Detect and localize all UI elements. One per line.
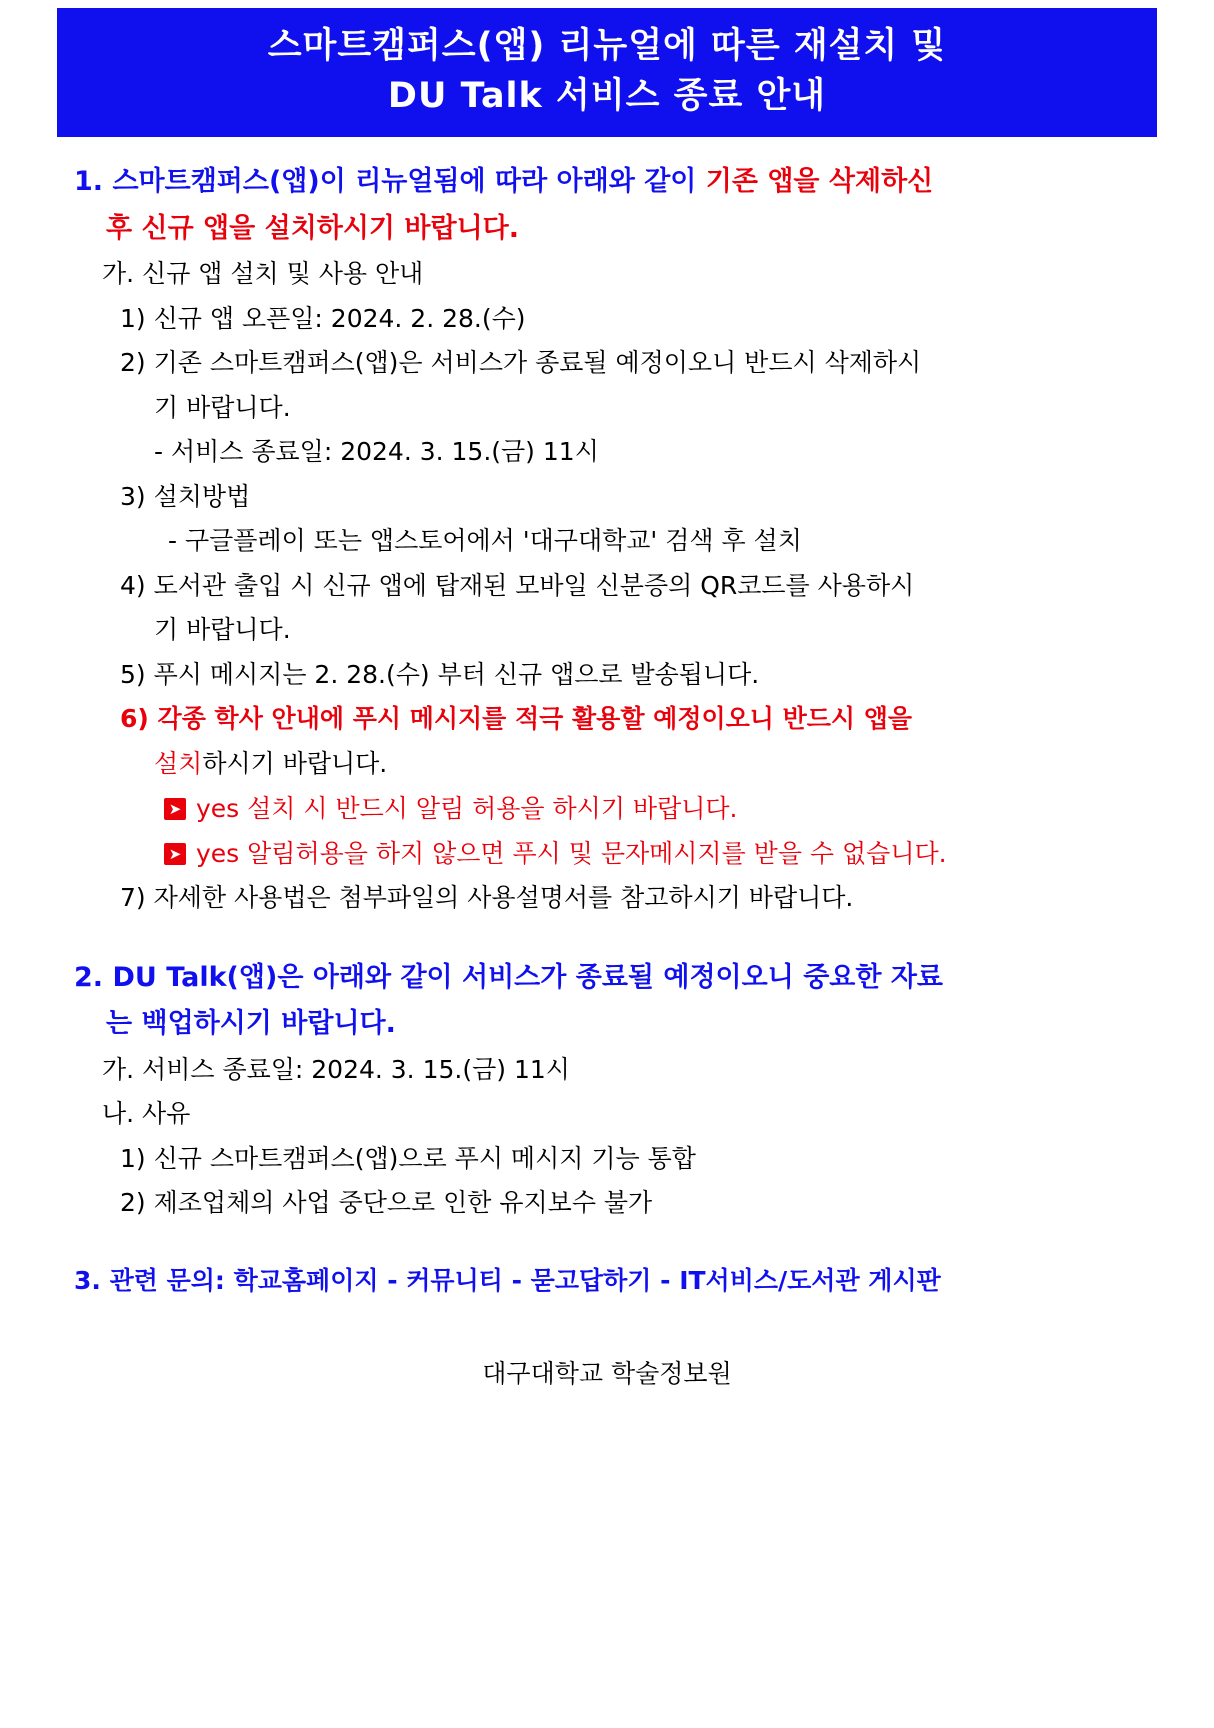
notice-page bbox=[0, 8, 1214, 1728]
list-text: 설치방법 bbox=[153, 481, 251, 511]
list-marker: 4) bbox=[120, 570, 146, 600]
list-text: 제조업체의 사업 중단으로 인한 유지보수 불가 bbox=[153, 1188, 653, 1218]
list-item-dash bbox=[168, 519, 1154, 564]
section-gap bbox=[60, 1226, 1154, 1260]
section2-heading-line1: DU Talk(앱)은 아래와 같이 서비스가 종료될 예정이오니 중요한 자료 bbox=[112, 961, 944, 993]
list-item-continuation-highlight bbox=[154, 742, 1154, 787]
list-item bbox=[120, 653, 1154, 698]
yes-note-text: yes 알림허용을 하지 않으면 푸시 및 문자메시지를 받을 수 없습니다. bbox=[196, 839, 947, 869]
section1-heading-part2: 기존 앱을 삭제하신 bbox=[705, 166, 934, 198]
list-item-continuation: 기 바랍니다. bbox=[154, 615, 291, 645]
highlight-word: 설치 bbox=[154, 748, 203, 778]
notice-body bbox=[0, 137, 1214, 1390]
list-text: 도서관 출입 시 신규 앱에 탑재된 모바일 신분증의 QR코드를 사용하시 bbox=[153, 570, 915, 600]
yes-note bbox=[164, 831, 1154, 876]
list-marker: 5) bbox=[120, 659, 146, 689]
section1-heading-part1: 스마트캠퍼스(앱)이 리뉴얼됨에 따라 아래와 같이 bbox=[112, 166, 706, 198]
title-line-1: 스마트캠퍼스(앱) 리뉴얼에 따른 재설치 및 bbox=[267, 26, 947, 66]
section-gap bbox=[60, 921, 1154, 955]
list-item bbox=[120, 475, 1154, 520]
list-marker: - bbox=[154, 437, 164, 467]
arrow-right-icon: ➤ bbox=[164, 798, 186, 820]
list-item-dash bbox=[154, 430, 1154, 475]
list-item bbox=[120, 1181, 1154, 1226]
section3-contact: 3. 관련 문의: 학교홈페이지 - 커뮤니티 - 묻고답하기 - IT서비스/도서관 게시판 bbox=[74, 1265, 941, 1295]
section2-item-na: 나. 사유 bbox=[102, 1099, 191, 1129]
list-item bbox=[120, 564, 1154, 609]
list-text: 서비스 종료일: 2024. 3. 15.(금) 11시 bbox=[170, 437, 599, 467]
list-text: 푸시 메시지는 2. 28.(수) 부터 신규 앱으로 발송됩니다. bbox=[153, 659, 760, 689]
yes-note-text: yes 설치 시 반드시 알림 허용을 하시기 바랍니다. bbox=[196, 794, 738, 824]
list-marker: 3) bbox=[120, 481, 146, 511]
section1-item-ga: 가. 신규 앱 설치 및 사용 안내 bbox=[102, 259, 424, 289]
list-text: 신규 앱 오픈일: 2024. 2. 28.(수) bbox=[153, 303, 526, 333]
list-marker: 7) bbox=[120, 883, 146, 913]
list-marker: 1) bbox=[120, 1143, 146, 1173]
list-item-continuation: 기 바랍니다. bbox=[154, 392, 291, 422]
list-item-highlight bbox=[120, 697, 1154, 742]
section2-item-ga: 가. 서비스 종료일: 2024. 3. 15.(금) 11시 bbox=[102, 1054, 570, 1084]
list-text: 각종 학사 안내에 푸시 메시지를 적극 활용할 예정이오니 반드시 앱을 bbox=[157, 704, 913, 734]
list-text: 기존 스마트캠퍼스(앱)은 서비스가 종료될 예정이오니 반드시 삭제하시 bbox=[153, 348, 922, 378]
list-marker: 1) bbox=[120, 303, 146, 333]
list-marker: 6) bbox=[120, 704, 149, 734]
section1-heading bbox=[74, 159, 1154, 205]
highlight-rest: 하시기 바랍니다. bbox=[202, 748, 388, 778]
section1-heading-part3: 후 신규 앱을 설치하시기 바랍니다. bbox=[106, 212, 520, 244]
section2-heading bbox=[74, 955, 1154, 1001]
section2-number: 2. bbox=[74, 961, 104, 993]
list-marker: 2) bbox=[120, 1188, 146, 1218]
list-marker: 2) bbox=[120, 348, 146, 378]
document-footer: 대구대학교 학술정보원 bbox=[482, 1359, 732, 1389]
section2-heading-line2: 는 백업하시기 바랍니다. bbox=[106, 1008, 396, 1040]
yes-note bbox=[164, 786, 1154, 831]
list-item bbox=[120, 876, 1154, 921]
list-item bbox=[120, 341, 1154, 386]
list-text: 신규 스마트캠퍼스(앱)으로 푸시 메시지 기능 통합 bbox=[153, 1143, 696, 1173]
list-item bbox=[120, 297, 1154, 342]
title-line-2: DU Talk 서비스 종료 안내 bbox=[387, 75, 827, 116]
list-text: 구글플레이 또는 앱스토어에서 '대구대학교' 검색 후 설치 bbox=[184, 526, 802, 556]
notice-title-banner bbox=[57, 8, 1157, 137]
list-marker: - bbox=[168, 526, 178, 556]
list-text: 자세한 사용법은 첨부파일의 사용설명서를 참고하시기 바랍니다. bbox=[153, 883, 854, 913]
list-item bbox=[120, 1137, 1154, 1182]
section1-number: 1. bbox=[74, 166, 104, 198]
arrow-right-icon: ➤ bbox=[164, 843, 186, 865]
